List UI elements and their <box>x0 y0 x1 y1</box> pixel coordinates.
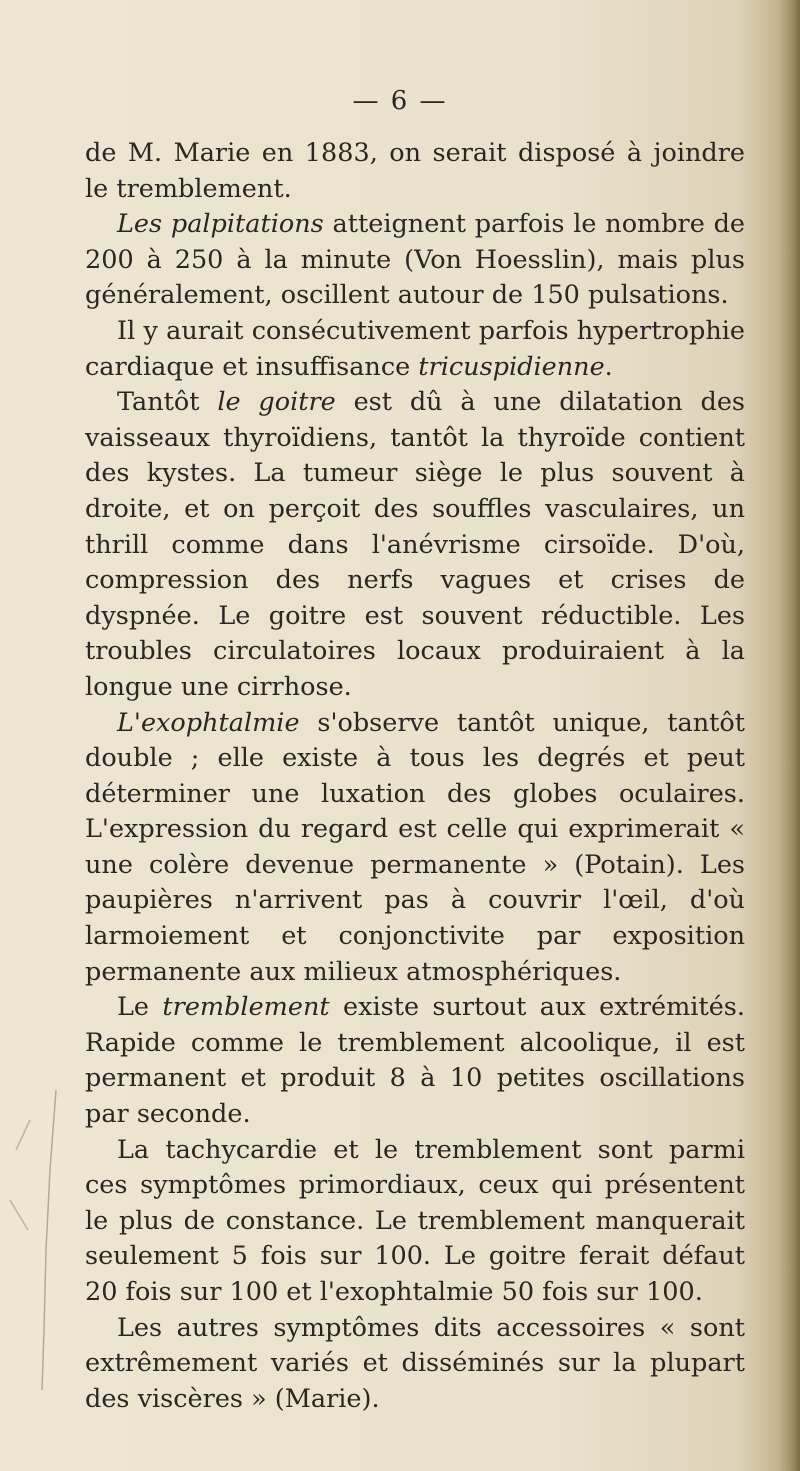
paragraph-7-text: La tachycardie et le tremblement sont parmi ces symptômes primordiaux, ceux qui présentent le plus de constance. Le tremblement manquerait seulement 5 fois sur 100. Le goitre ferait défaut 20 fois sur 100 et l'exophtalmie 50 fois sur 100. <box>85 1134 745 1307</box>
paragraph-3-italic: tricuspidienne <box>418 351 605 382</box>
paragraph-2 <box>85 207 745 314</box>
paragraph-1 <box>85 136 745 207</box>
paragraph-4 <box>85 385 745 705</box>
paragraph-3-text: Il y aurait consécutivement parfois hypertrophie cardiaque et insuffisance <box>85 315 745 382</box>
paragraph-7 <box>85 1133 745 1311</box>
paragraph-6 <box>85 990 745 1132</box>
paragraph-5-lead: L'exophtalmie <box>117 707 300 738</box>
paragraph-6-text: existe surtout aux extrémités. Rapide comme le tremblement alcoolique, il est permanent et produit 8 à 10 petites oscillations par seconde. <box>85 992 745 1130</box>
page-number: — 6 — <box>352 86 448 116</box>
body-text <box>85 136 745 1417</box>
paragraph-5 <box>85 706 745 991</box>
paragraph-4-lead: le goitre <box>217 387 336 418</box>
paragraph-8-text: Les autres symptômes dits accessoires « sont extrêmement variés et disséminés sur la plupart des viscères » (Marie). <box>85 1312 745 1414</box>
paragraph-6-lead: tremblement <box>162 992 330 1023</box>
page-edge-shadow <box>778 0 800 1471</box>
paragraph-5-text: s'observe tantôt unique, tantôt double ; elle existe à tous les degrés et peut déterminer une luxation des globes oculaires. L'expression du regard est celle qui exprimerait « une colère devenue permanente » (Potain). Les paupières n'arrivent pas à couvrir l'œil, d'où larmoiement et conjonctivite par exposition permanente aux milieux atmosphériques. <box>85 707 745 987</box>
paragraph-4-pre: Tantôt <box>117 387 218 418</box>
paragraph-3 <box>85 314 745 385</box>
paragraph-4-text: est dû à une dilatation des vaisseaux thyroïdiens, tantôt la thyroïde contient des kystes. La tumeur siège le plus souvent à droite, et on perçoit des souffles vasculaires, un thrill comme dans l'anévrisme cirsoïde. D'où, compression des nerfs vagues et crises de dyspnée. Le goitre est souvent réductible. Les troubles circulatoires locaux produiraient à la longue une cirrhose. <box>85 387 745 702</box>
paragraph-1-text: de M. Marie en 1883, on serait disposé à joindre le tremblement. <box>85 138 745 204</box>
paragraph-2-text: atteignent parfois le nombre de 200 à 250 à la minute (Von Hoesslin), mais plus généralement, oscillent autour de 150 pulsations. <box>85 209 746 311</box>
margin-pencil-marks <box>0 1080 80 1400</box>
paragraph-8 <box>85 1311 745 1418</box>
paragraph-3-tail: . <box>604 351 613 382</box>
paragraph-6-pre: Le <box>117 992 163 1023</box>
paragraph-2-lead: Les palpitations <box>117 209 324 240</box>
